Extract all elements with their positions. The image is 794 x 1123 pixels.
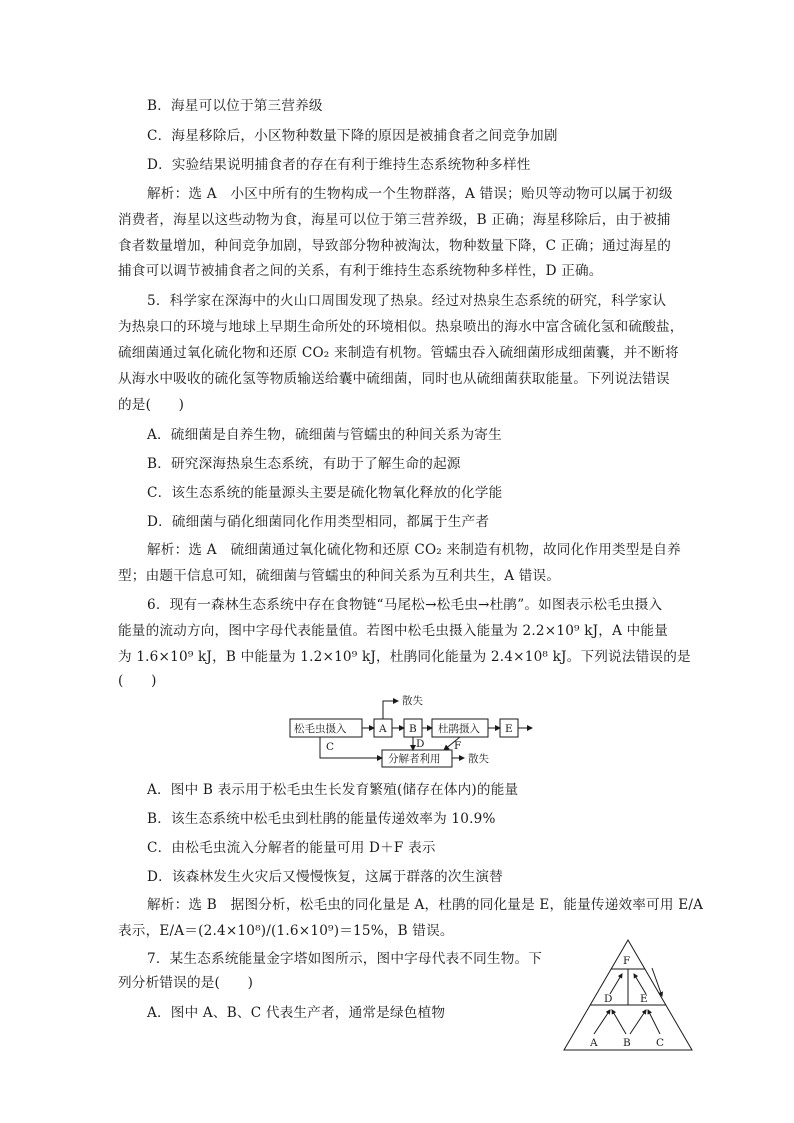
option-c-q4: C．海星移除后，小区物种数量下降的原因是被捕食者之间竞争加剧	[147, 128, 558, 144]
option-a-q7: A．图中 A、B、C 代表生产者，通常是绿色植物	[147, 1005, 446, 1021]
question-5-line5: 的是( )	[118, 397, 185, 413]
question-5-line3: 硫细菌通过氧化硫化物和还原 CO₂ 来制造有机物。管蠕虫吞入硫细菌形成细菌囊，并不断将	[118, 345, 679, 361]
option-a-q5: A．硫细菌是自养生物，硫细菌与管蠕虫的种间关系为寄生	[147, 427, 502, 443]
option-b-q5: B．研究深海热泉生态系统，有助于了解生命的起源	[147, 456, 461, 472]
question-7-line1: 7．某生态系统能量金字塔如图所示，图中字母代表不同生物。下	[147, 951, 543, 967]
pyramid-label-f: F	[623, 955, 631, 967]
energy-pyramid-diagram	[560, 938, 700, 1058]
pyramid-label-a: A	[590, 1037, 598, 1049]
analysis-q4-line2: 消费者，海星以这些动物为食，海星可以位于第三营养级，B 正确；海星移除后，由于被捕	[118, 212, 671, 228]
option-d-q4: D．实验结果说明捕食者的存在有利于维持生态系统物种多样性	[147, 157, 531, 173]
question-6-line1: 6．现有一森林生态系统中存在食物链“马尾松→松毛虫→杜鹃”。如图表示松毛虫摄入	[147, 597, 663, 613]
label-decomposer: 分解者利用	[388, 753, 441, 765]
pyramid-label-d: D	[604, 993, 613, 1005]
analysis-q4-line4: 捕食可以调节被捕食者之间的关系，有利于维持生态系统物种多样性，D 正确。	[118, 263, 603, 279]
question-6-line4: ( )	[118, 673, 157, 689]
label-dujuan: 杜鹃摄入	[438, 723, 480, 735]
analysis-q4-line3: 食者数量增加，种间竞争加剧，导致部分物种被淘汰，物种数量下降，C 正确；通过海星的	[118, 238, 672, 254]
label-f: F	[454, 740, 462, 752]
analysis-q6-line1: 解析：选 B 据图分析，松毛虫的同化量是 A，杜鹃的同化量是 E，能量传递效率可用 E/A	[147, 897, 704, 913]
option-d-q5: D．硫细菌与硝化细菌同化作用类型相同，都属于生产者	[147, 514, 490, 530]
label-d: D	[416, 738, 425, 750]
option-b-q6: B．该生态系统中松毛虫到杜鹃的能量传递效率为 10.9%	[147, 811, 496, 827]
label-a: A	[379, 723, 387, 735]
pyramid-label-c: C	[656, 1037, 665, 1049]
label-loss-bottom: 散失	[468, 753, 489, 765]
label-c: C	[326, 741, 335, 753]
pyramid-label-e: E	[640, 993, 648, 1005]
option-a-q6: A．图中 B 表示用于松毛虫生长发育繁殖(储存在体内)的能量	[147, 782, 519, 798]
energy-flow-diagram	[284, 692, 544, 774]
option-c-q6: C．由松毛虫流入分解者的能量可用 D＋F 表示	[147, 840, 436, 856]
question-6-line3: 为 1.6×10⁹ kJ，B 中能量为 1.2×10⁹ kJ，杜鹃同化能量为 2.4×10⁸ kJ。下列说法错误的是	[118, 649, 691, 665]
question-7-line2: 列分析错误的是( )	[118, 975, 254, 991]
label-intake: 松毛虫摄入	[294, 723, 347, 735]
option-d-q6: D．该森林发生火灾后又慢慢恢复，这属于群落的次生演替	[147, 869, 503, 885]
pyramid-label-b: B	[623, 1037, 631, 1049]
analysis-q4-line1: 解析：选 A 小区中所有的生物构成一个生物群落，A 错误；贻贝等动物可以属于初级	[147, 186, 673, 202]
analysis-q5-line2: 型；由题干信息可知，硫细菌与管蠕虫的种间关系为互利共生，A 错误。	[118, 568, 561, 584]
analysis-q5-line1: 解析：选 A 硫细菌通过氧化硫化物和还原 CO₂ 来制造有机物，故同化作用类型是自养	[147, 542, 681, 558]
question-5-line4: 从海水中吸收的硫化氢等物质输送给囊中硫细菌，同时也从硫细菌获取能量。下列说法错误	[118, 371, 670, 387]
question-5-line2: 为热泉口的环境与地球上早期生命所处的环境相似。热泉喷出的海水中富含硫化氢和硫酸盐，	[118, 319, 684, 335]
label-e: E	[505, 723, 513, 735]
label-b: B	[409, 723, 417, 735]
question-6-line2: 能量的流动方向，图中字母代表能量值。若图中松毛虫摄入能量为 2.2×10⁹ kJ，A 中能量	[118, 623, 669, 639]
option-b-q4: B．海星可以位于第三营养级	[147, 98, 323, 114]
option-c-q5: C．该生态系统的能量源头主要是硫化物氧化释放的化学能	[147, 485, 503, 501]
analysis-q6-line2: 表示，E/A＝(2.4×10⁸)/(1.6×10⁹)＝15%，B 错误。	[118, 923, 454, 939]
label-loss-top: 散失	[402, 695, 423, 707]
question-5-line1: 5．科学家在深海中的火山口周围发现了热泉。经过对热泉生态系统的研究，科学家认	[147, 293, 667, 309]
